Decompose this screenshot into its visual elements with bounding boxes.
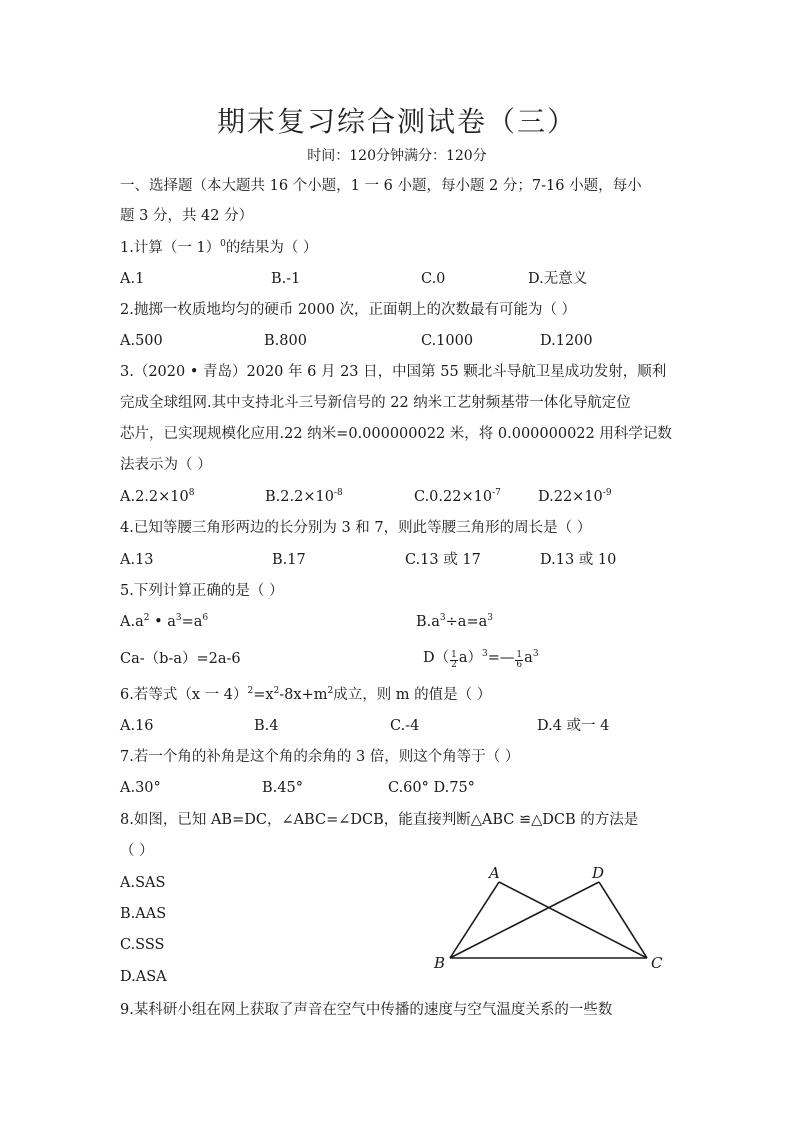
question-9-line-1: 9.某科研小组在网上获取了声音在空气中传播的速度与空气温度关系的一些数 bbox=[120, 1002, 613, 1018]
question-5-stem: 5.下列计算正确的是（ ） bbox=[120, 583, 284, 599]
q3-option-b: $B.2.2\times 10^{-8}$ bbox=[265, 488, 343, 505]
q1-option-a: A.1 bbox=[120, 271, 145, 287]
q7-option-a: A.30° bbox=[120, 780, 161, 796]
q1-option-b: B.-1 bbox=[271, 271, 301, 287]
q4-option-d: D.13 或 10 bbox=[540, 552, 617, 568]
q2-option-c: C.1000 bbox=[421, 333, 474, 349]
page-title: 期末复习综合测试卷（三） bbox=[216, 105, 577, 138]
q2-option-a: A.500 bbox=[120, 333, 163, 349]
q5-option-b: $B.a^3\div a=a^3$ bbox=[416, 613, 493, 630]
q6-option-d: D.4 或一 4 bbox=[537, 718, 610, 734]
question-4-stem: 4.已知等腰三角形两边的长分别为 3 和 7，则此等腰三角形的周长是（ ） bbox=[120, 520, 592, 536]
q7-option-b: B.45° bbox=[262, 780, 303, 796]
vertex-label-c: C bbox=[651, 954, 663, 972]
q5-option-c: Ca-（b-a）=2a-6 bbox=[120, 651, 241, 667]
triangle-lines bbox=[450, 882, 647, 958]
q5-option-d: D（ $\frac{1}{2}$ a）$^3$=— $\frac{1}{6}$ $a^3$ bbox=[423, 649, 539, 670]
q3-option-c: $C.0.22\times 10^{-7}$ bbox=[414, 488, 501, 505]
q1-option-c: C.0 bbox=[421, 271, 446, 287]
exam-time-score: 时间：120分钟满分：120分 bbox=[307, 148, 487, 164]
segment-bd bbox=[450, 882, 599, 958]
section-heading: 一、选择题（本大题共 16 个小题，1 一 6 小题，每小题 2 分；7-16 小题，每小 bbox=[120, 178, 642, 194]
q3-option-d: $D.22\times 10^{-9}$ bbox=[538, 488, 612, 505]
question-8-line-2: （ ） bbox=[120, 843, 154, 859]
q8-option-c: C.SSS bbox=[120, 937, 165, 953]
q8-option-a: A.SAS bbox=[120, 875, 166, 891]
q4-option-b: B.17 bbox=[272, 552, 306, 568]
vertex-label-b: B bbox=[434, 954, 446, 972]
vertex-label-d: D bbox=[592, 864, 605, 882]
q3-option-a: $A.2.2\times 10^8$ bbox=[120, 488, 195, 505]
segment-ac bbox=[499, 882, 647, 958]
triangle-figure bbox=[428, 862, 678, 974]
fraction-one-sixth: $\frac{1}{6}$ bbox=[516, 650, 523, 670]
q6-option-a: A.16 bbox=[120, 718, 154, 734]
question-1-stem: 1.计算（一 1）$^0$的结果为（ ） bbox=[120, 239, 318, 256]
segment-dc bbox=[599, 882, 647, 958]
question-3-line-4: 法表示为（ ） bbox=[120, 457, 212, 473]
q2-option-b: B.800 bbox=[264, 333, 307, 349]
q7-option-cd: C.60° D.75° bbox=[388, 780, 475, 796]
question-7-stem: 7.若一个角的补角是这个角的余角的 3 倍，则这个角等于（ ） bbox=[120, 749, 520, 765]
question-6-stem: 6.若等式（x 一 $4)^2=x^2-8x+m^2$成立，则 m 的值是（ ） bbox=[120, 686, 492, 703]
q4-option-c: C.13 或 17 bbox=[405, 552, 481, 568]
question-3-line-1: 3.（2020 • 青岛）2020 年 6 月 23 日，中国第 55 颗北斗导航卫星成功发射，顺利 bbox=[120, 364, 667, 380]
section-heading-cont: 题 3 分，共 42 分） bbox=[120, 208, 254, 224]
q1-option-d: D.无意义 bbox=[528, 271, 588, 287]
q5-option-a: $A.a^2$ • $a^3=a^6$ bbox=[120, 613, 209, 630]
question-2-stem: 2.抛掷一枚质地均匀的硬币 2000 次，正面朝上的次数最有可能为（ ） bbox=[120, 302, 577, 318]
segment-ab bbox=[450, 882, 499, 958]
q8-option-d: D.ASA bbox=[120, 969, 167, 985]
question-3-line-2: 完成全球组网.其中支持北斗三号新信号的 22 纳米工艺射频基带一体化导航定位 bbox=[120, 395, 631, 411]
q4-option-a: A.13 bbox=[120, 552, 154, 568]
question-8-line-1: 8.如图，已知 AB=DC，∠ABC=∠DCB，能直接判断△ABC ≌△DCB 的方法是 bbox=[120, 812, 639, 828]
q6-option-c: C.-4 bbox=[390, 718, 420, 734]
q2-option-d: D.1200 bbox=[540, 333, 593, 349]
q8-option-b: B.AAS bbox=[120, 906, 167, 922]
fraction-one-half: $\frac{1}{2}$ bbox=[451, 650, 457, 670]
question-3-line-3: 芯片，已实现规模化应用.22 纳米=0.000000022 米，将 0.000000022 用科学记数 bbox=[120, 426, 672, 442]
q6-option-b: B.4 bbox=[254, 718, 279, 734]
vertex-label-a: A bbox=[489, 864, 500, 882]
